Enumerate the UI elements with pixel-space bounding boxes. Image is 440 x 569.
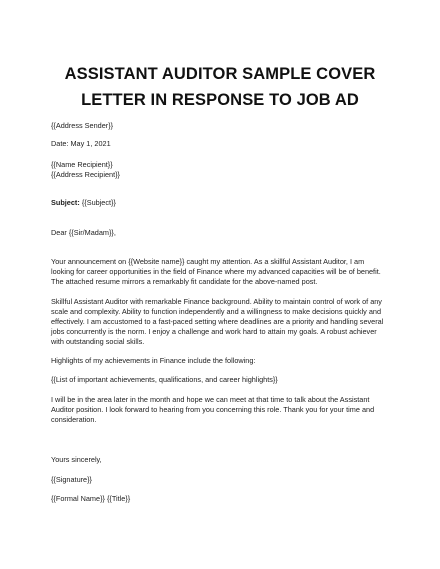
highlights-intro: Highlights of my achievements in Finance include the following: [51, 356, 256, 365]
letter-date: Date: May 1, 2021 [51, 139, 111, 148]
paragraph-2-line-2: scale and complexity. Ability to function independently and a willingness to make decisions quickly and [51, 307, 382, 316]
address-sender: {{Address Sender}} [51, 121, 114, 130]
paragraph-3-line-1: I will be in the area later in the month and hope we can meet at that time to talk about the Assistant [51, 395, 370, 404]
subject-value: {{Subject}} [79, 198, 116, 207]
paragraph-2-line-3: effectively. I am accustomed to a fast-paced setting where deadlines are a priority and handling several [51, 317, 384, 326]
name-recipient: {{Name Recipient}} [51, 160, 113, 169]
closing: Yours sincerely, [51, 455, 102, 464]
paragraph-1-line-3: The attached resume mirrors a remarkably fit candidate for the above-named post. [51, 277, 318, 286]
paragraph-2-line-1: Skillful Assistant Auditor with remarkable Finance background. Ability to maintain control of work of any [51, 297, 382, 306]
page-title-line-1: ASSISTANT AUDITOR SAMPLE COVER [64, 65, 376, 83]
subject-line [51, 198, 116, 209]
highlights-list: {{List of important achievements, qualifications, and career highlights}} [51, 375, 278, 384]
paragraph-2-line-4: jobs concurrently is the norm. I enjoy a challenge and work hard to attain my goals. A robust achiever [51, 327, 377, 336]
paragraph-3-line-2: Auditor position. I look forward to hearing from you concerning this role. Thank you for your time and [51, 405, 375, 414]
formal-name: {{Formal Name}} {{Title}} [51, 494, 131, 503]
salutation: Dear {{Sir/Madam}}, [51, 228, 116, 237]
page-title-line-2: LETTER IN RESPONSE TO JOB AD [81, 91, 359, 109]
paragraph-2-line-5: with outstanding social skills. [51, 337, 145, 346]
address-recipient: {{Address Recipient}} [51, 170, 120, 179]
paragraph-3-line-3: consideration. [51, 415, 97, 424]
paragraph-1-line-1: Your announcement on {{Website name}} caught my attention. As a skillful Assistant Auditor, I am [51, 257, 365, 266]
signature: {{Signature}} [51, 475, 92, 484]
subject-label: Subject: [51, 198, 80, 207]
paragraph-1-line-2: looking for career opportunities in the field of Finance where my advanced capacities will be of benefit. [51, 267, 381, 276]
